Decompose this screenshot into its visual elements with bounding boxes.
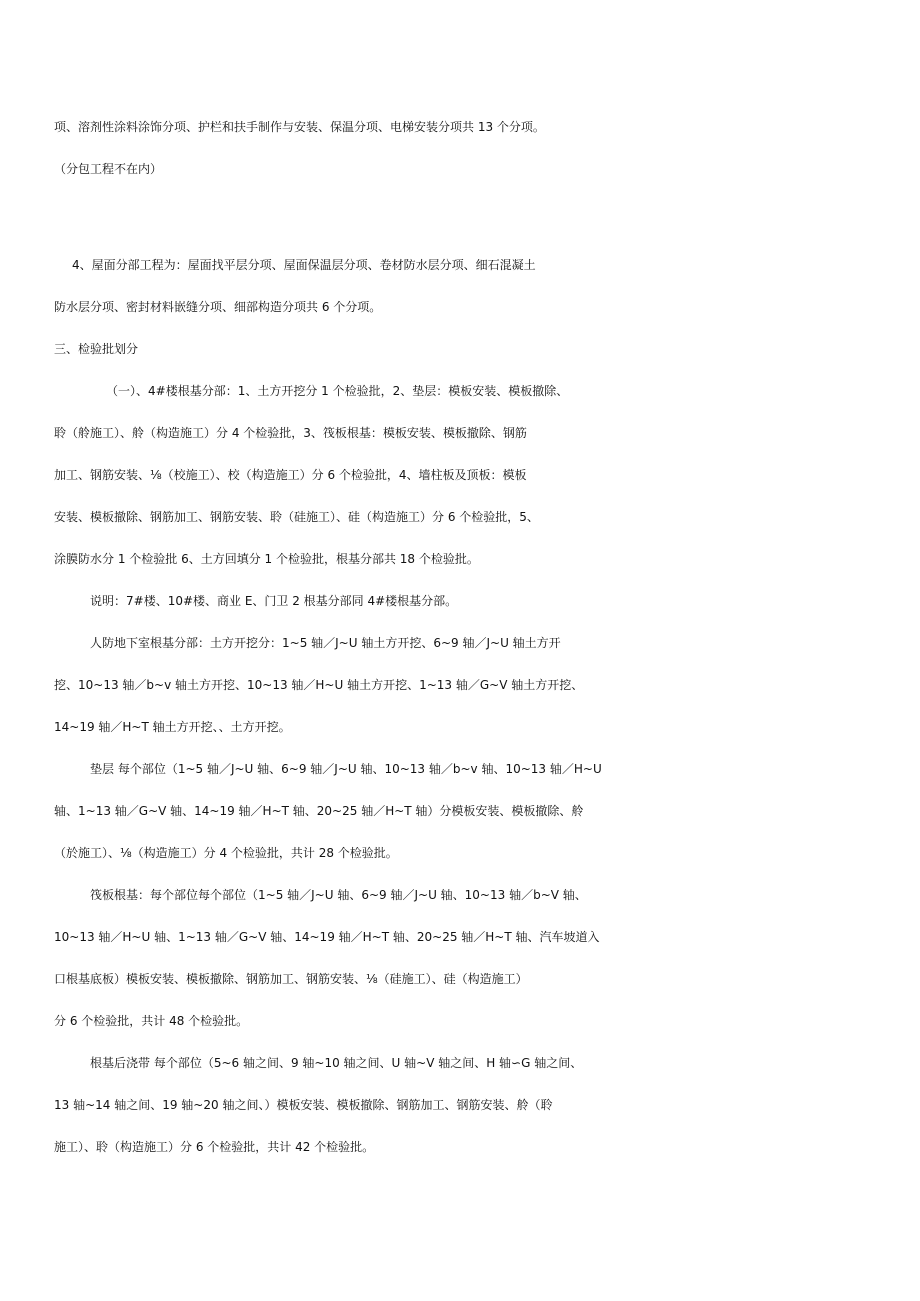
text-line: （分包工程不在内） xyxy=(54,162,163,176)
text-line: 轴、1~13 轴／G~V 轴、14~19 轴／H~T 轴、20~25 轴／H~T 轴）分模板安装、模板撤除、舲 xyxy=(54,804,584,818)
text-line: （於施工）、⅛（构造施工）分 4 个检验批，共计 28 个检验批。 xyxy=(54,846,398,860)
text-line: 说明：7#楼、10#楼、商业 E、门卫 2 根基分部同 4#楼根基分部。 xyxy=(90,594,458,608)
text-line: 安装、模板撤除、钢筋加工、钢筋安装、聆（硅施工）、硅（构造施工）分 6 个检验批，5、 xyxy=(54,510,539,524)
text-line: 垫层 每个部位（1~5 轴／J~U 轴、6~9 轴／J~U 轴、10~13 轴／b~v 轴、10~13 轴／H~U xyxy=(90,762,602,776)
text-line: 加工、钢筋安装、⅛（校施工）、校（构造施工）分 6 个检验批，4、墙柱板及顶板：模板 xyxy=(54,468,527,482)
text-line: 人防地下室根基分部：土方开挖分：1~5 轴／J~U 轴土方开挖、6~9 轴／J~U 轴土方开 xyxy=(90,636,561,650)
text-line: 口根基底板）模板安装、模板撤除、钢筋加工、钢筋安装、⅛（硅施工）、硅（构造施工） xyxy=(54,972,528,986)
text-line: 4、屋面分部工程为：屋面找平层分项、屋面保温层分项、卷材防水层分项、细石混凝土 xyxy=(72,258,536,272)
text-line: 项、溶剂性涂料涂饰分项、护栏和扶手制作与安装、保温分项、电梯安装分项共 13 个分项。 xyxy=(54,120,545,134)
text-line: 10~13 轴／H~U 轴、1~13 轴／G~V 轴、14~19 轴／H~T 轴、20~25 轴／H~T 轴、汽车坡道入 xyxy=(54,930,600,944)
text-line: 防水层分项、密封材料嵌缝分项、细部构造分项共 6 个分项。 xyxy=(54,300,382,314)
text-line: 13 轴~14 轴之间、19 轴~20 轴之间、）模板安装、模板撤除、钢筋加工、钢筋安装、舲（聆 xyxy=(54,1098,553,1112)
text-line: （一）、4#楼根基分部：1、土方开挖分 1 个检验批，2、垫层：模板安装、模板撤除、 xyxy=(106,384,569,398)
text-line: 14~19 轴／H~T 轴土方开挖、、土方开挖。 xyxy=(54,720,291,734)
text-line: 涂膜防水分 1 个检验批 6、土方回填分 1 个检验批，根基分部共 18 个检验批。 xyxy=(54,552,479,566)
text-line: 根基后浇带 每个部位（5~6 轴之间、9 轴~10 轴之间、U 轴~V 轴之间、H 轴∽G 轴之间、 xyxy=(90,1056,583,1070)
section-heading: 三、检验批划分 xyxy=(54,342,139,356)
text-line: 筏板根基：每个部位每个部位（1~5 轴／J~U 轴、6~9 轴／J~U 轴、10~13 轴／b~V 轴、 xyxy=(90,888,587,902)
text-line: 施工）、聆（构造施工）分 6 个检验批，共计 42 个检验批。 xyxy=(54,1140,375,1154)
text-line: 挖、10~13 轴／b~v 轴土方开挖、10~13 轴／H~U 轴土方开挖、1~13 轴／G~V 轴土方开挖、 xyxy=(54,678,584,692)
text-line: 聆（舲施工）、舲（构造施工）分 4 个检验批，3、筏板根基：模板安装、模板撤除、钢筋 xyxy=(54,426,527,440)
text-line: 分 6 个检验批，共计 48 个检验批。 xyxy=(54,1014,249,1028)
